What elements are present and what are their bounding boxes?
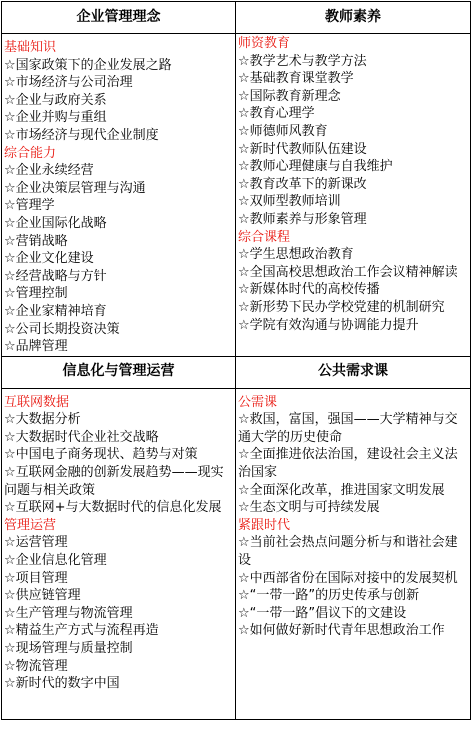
- course-item: ☆当前社会热点问题分析与和谐社会建设: [238, 535, 458, 569]
- section-heading: 基础知识: [4, 40, 57, 55]
- course-item: ☆全国高校思想政治工作会议精神解读: [238, 264, 458, 280]
- cell-teacher-literacy: [236, 34, 471, 357]
- course-item: ☆救国，富国，强国——大学精神与交通大学的历史使命: [238, 412, 458, 445]
- cell-informatization-operations: [2, 388, 236, 719]
- section-heading: 师资教育: [238, 36, 291, 51]
- course-item: ☆企业家精神培育: [4, 303, 107, 319]
- course-item: ☆经营战略与方针: [4, 268, 107, 284]
- course-item: ☆教师心理健康与自我维护: [238, 159, 393, 175]
- course-item: ☆教育心理学: [238, 106, 315, 122]
- section-heading: 综合课程: [238, 229, 291, 245]
- course-item: ☆师德师风教育: [238, 123, 328, 139]
- header-informatization-operations: 信息化与管理运营: [2, 356, 236, 388]
- cell-enterprise-management: [2, 34, 236, 357]
- course-item: ☆生态文明与可持续发展: [238, 500, 380, 516]
- course-item: ☆全面深化改革，推进国家文明发展: [238, 482, 445, 498]
- course-item: ☆学院有效沟通与协调能力提升: [238, 317, 419, 333]
- course-item: ☆新时代的数字中国: [4, 676, 120, 692]
- header-enterprise-management: 企业管理理念: [2, 2, 236, 34]
- course-item: ☆教学艺术与教学方法: [238, 53, 367, 69]
- course-item: ☆企业决策层管理与沟通: [4, 180, 146, 196]
- course-item: ☆企业国际化战略: [4, 215, 107, 231]
- course-item: ☆管理学: [4, 198, 55, 214]
- course-item: ☆中国电子商务现状、趋势与对策: [4, 447, 198, 463]
- course-item: ☆现场管理与质量控制: [4, 641, 133, 656]
- course-item: ☆企业并购与重组: [4, 110, 107, 126]
- course-item: ☆企业文化建设: [4, 251, 94, 267]
- course-item: ☆公司长期投资决策: [4, 321, 120, 337]
- course-item: ☆管理控制: [4, 286, 68, 302]
- course-item: ☆国家政策下的企业发展之路: [4, 57, 172, 73]
- course-item: ☆中西部省份在国际对接中的发展契机: [238, 570, 458, 586]
- cell-public-courses: [236, 388, 471, 719]
- course-item: ☆精益生产方式与流程再造: [4, 623, 159, 639]
- section-heading: 公需课: [238, 394, 278, 410]
- course-item: ☆运营管理: [4, 535, 68, 551]
- course-item: ☆全面推进依法治国，建设社会主义法治国家: [238, 447, 458, 481]
- course-item: ☆项目管理: [4, 570, 68, 586]
- course-item: ☆供应链管理: [4, 588, 81, 604]
- course-item: ☆企业信息化管理: [4, 553, 107, 569]
- course-item: ☆“一带一路”倡议下的文建设: [238, 605, 407, 621]
- course-item: ☆大数据分析: [4, 412, 81, 428]
- course-item: ☆教师素养与形象管理: [238, 211, 367, 227]
- course-item: ☆物流管理: [4, 658, 68, 674]
- course-item: ☆互联网金融的创新发展趋势——现实问题与相关政策: [4, 465, 224, 498]
- course-item: ☆生产管理与物流管理: [4, 605, 133, 621]
- course-item: ☆品牌管理: [4, 339, 68, 355]
- section-heading: 综合能力: [4, 145, 57, 161]
- course-item: ☆互联网+与大数据时代的信息化发展: [4, 500, 222, 516]
- course-item: ☆市场经济与现代企业制度: [4, 127, 159, 143]
- course-item: ☆双师型教师培训: [238, 194, 341, 210]
- section-heading: 管理运营: [4, 517, 57, 533]
- course-item: ☆如何做好新时代青年思想政治工作: [238, 623, 445, 639]
- course-table: [1, 1, 471, 720]
- course-item: ☆学生思想政治教育: [238, 247, 354, 263]
- course-item: ☆基础教育课堂教学: [238, 71, 354, 87]
- course-item: ☆教育改革下的新课改: [238, 176, 367, 192]
- header-public-courses: 公共需求课: [236, 356, 471, 388]
- course-item: ☆大数据时代企业社交战略: [4, 429, 159, 445]
- course-item: ☆“一带一路”的历史传承与创新: [238, 588, 420, 604]
- section-heading: 紧跟时代: [238, 517, 291, 533]
- course-item: ☆市场经济与公司治理: [4, 75, 133, 91]
- course-item: ☆企业永续经营: [4, 163, 94, 179]
- course-item: ☆营销战略: [4, 233, 68, 249]
- section-heading: 互联网数据: [4, 394, 70, 410]
- header-teacher-literacy: 教师素养: [236, 2, 471, 34]
- course-item: ☆新媒体时代的高校传播: [238, 282, 380, 298]
- course-item: ☆企业与政府关系: [4, 92, 107, 108]
- course-item: ☆新形势下民办学校党建的机制研究: [238, 299, 445, 315]
- course-item: ☆新时代教师队伍建设: [238, 141, 367, 157]
- course-item: ☆国际教育新理念: [238, 88, 341, 104]
